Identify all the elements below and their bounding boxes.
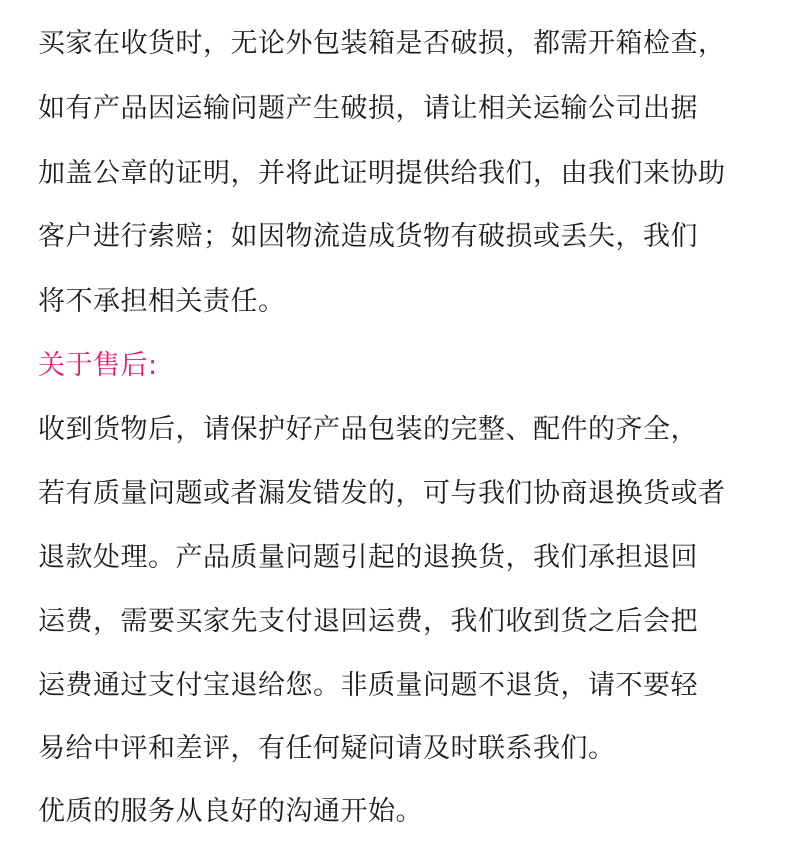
after-sales-line-6: 易给中评和差评，有任何疑问请及时联系我们。 (38, 733, 616, 764)
shipping-line-1: 买家在收货时，无论外包装箱是否破损，都需开箱检查， (38, 28, 726, 59)
shipping-line-5: 将不承担相关责任。 (38, 286, 286, 317)
after-sales-line-5: 运费通过支付宝退给您。非质量问题不退货，请不要轻 (38, 670, 698, 701)
shipping-line-3: 加盖公章的证明，并将此证明提供给我们，由我们来协助 (38, 158, 726, 189)
after-sales-line-1: 收到货物后，请保护好产品包装的完整、配件的齐全， (38, 414, 698, 445)
closing-line: 优质的服务从良好的沟通开始。 (38, 796, 423, 827)
after-sales-heading: 关于售后: (38, 350, 158, 381)
shipping-line-4: 客户进行索赔；如因物流造成货物有破损或丢失，我们 (38, 221, 698, 252)
after-sales-line-4: 运费，需要买家先支付退回运费，我们收到货之后会把 (38, 606, 698, 637)
after-sales-line-2: 若有质量问题或者漏发错发的，可与我们协商退换货或者 (38, 478, 726, 509)
shipping-line-2: 如有产品因运输问题产生破损，请让相关运输公司出据 (38, 93, 698, 124)
after-sales-line-3: 退款处理。产品质量问题引起的退换货，我们承担退回 (38, 542, 698, 573)
